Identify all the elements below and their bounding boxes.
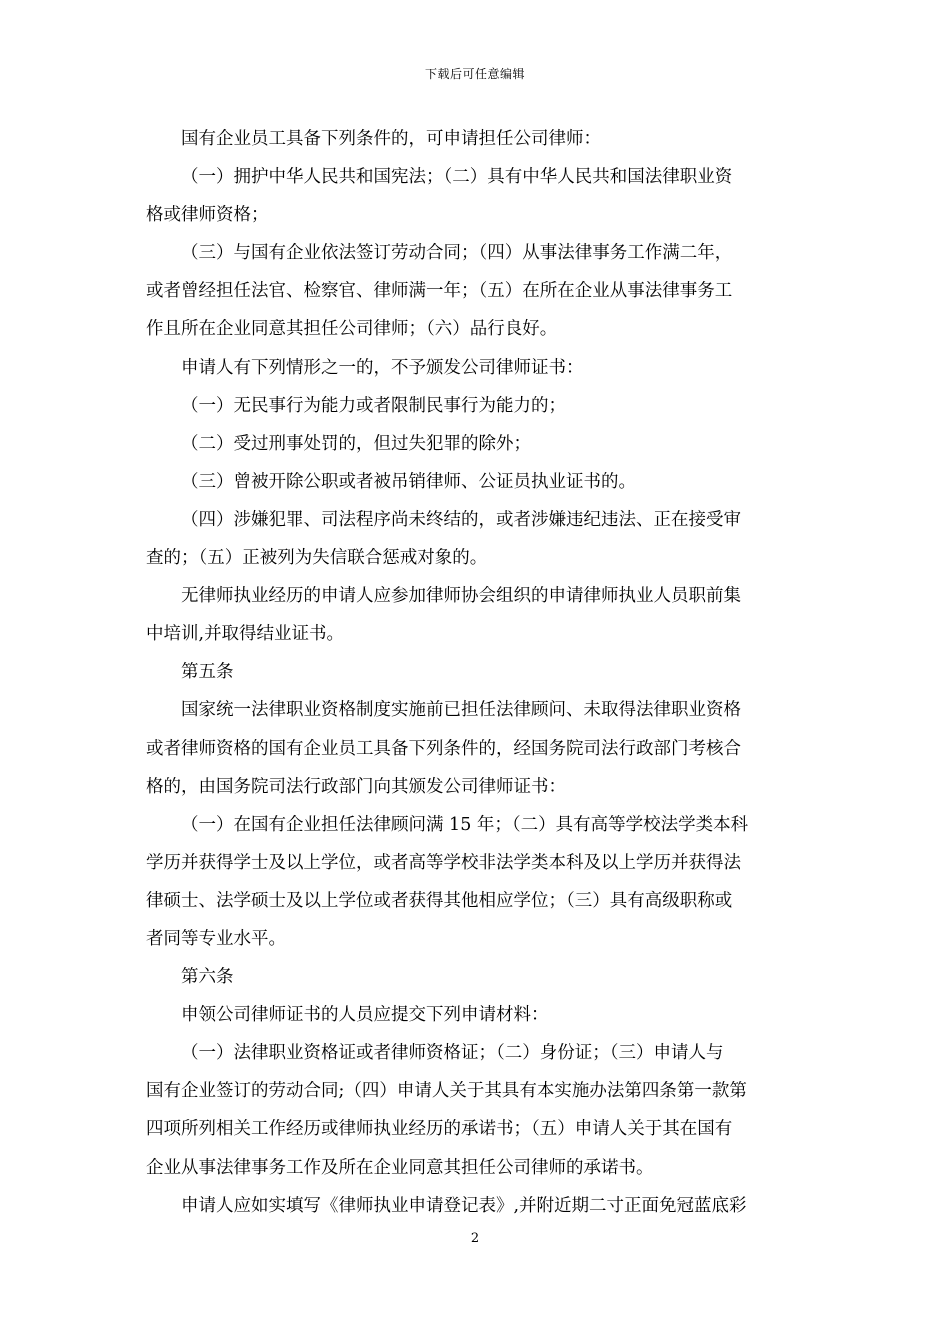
paragraph-line-14: 中培训,并取得结业证书。 [146, 624, 345, 645]
paragraph-line-16: 国家统一法律职业资格制度实施前已担任法律顾问、未取得法律职业资格 [181, 700, 741, 721]
paragraph-line-29: 申请人应如实填写《律师执业申请登记表》,并附近期二寸正面免冠蓝底彩 [181, 1195, 747, 1216]
paragraph-line-21: 律硕士、法学硕士及以上学位或者获得其他相应学位；（三）具有高级职称或 [146, 890, 733, 911]
paragraph-line-5: 或者曾经担任法官、检察官、律师满一年；（五）在所在企业从事法律事务工 [146, 281, 733, 302]
paragraph-line-27: 四项所列相关工作经历或律师执业经历的承诺书；（五）申请人关于其在国有 [146, 1119, 733, 1140]
paragraph-line-12: 查的；（五）正被列为失信联合惩戒对象的。 [146, 548, 488, 569]
paragraph-line-9: （二）受过刑事处罚的，但过失犯罪的除外； [181, 433, 531, 454]
paragraph-line-24: 申领公司律师证书的人员应提交下列申请材料： [181, 1005, 549, 1026]
paragraph-line-25: （一）法律职业资格证或者律师资格证；（二）身份证；（三）申请人与 [181, 1043, 724, 1064]
article-heading-5: 第五条 [181, 662, 234, 683]
paragraph-line-26: 国有企业签订的劳动合同;（四）申请人关于其具有本实施办法第四条第一款第 [146, 1081, 747, 1102]
article-heading-6: 第六条 [181, 967, 234, 988]
page-number: 2 [470, 1231, 480, 1246]
paragraph-line-2: （一）拥护中华人民共和国宪法；（二）具有中华人民共和国法律职业资 [181, 167, 733, 188]
paragraph-line-28: 企业从事法律事务工作及所在企业同意其担任公司律师的承诺书。 [146, 1157, 654, 1178]
document-body [146, 120, 808, 1225]
paragraph-line-17: 或者律师资格的国有企业员工具备下列条件的，经国务院司法行政部门考核合 [146, 738, 741, 759]
paragraph-line-8: （一）无民事行为能力或者限制民事行为能力的； [181, 395, 566, 416]
paragraph-line-6: 作且所在企业同意其担任公司律师；（六）品行良好。 [146, 319, 558, 340]
paragraph-line-13: 无律师执业经历的申请人应参加律师协会组织的申请律师执业人员职前集 [181, 586, 741, 607]
paragraph-line-10: （三）曾被开除公职或者被吊销律师、公证员执业证书的。 [181, 471, 636, 492]
paragraph-line-18: 格的，由国务院司法行政部门向其颁发公司律师证书： [146, 776, 566, 797]
paragraph-line-4: （三）与国有企业依法签订劳动合同；（四）从事法律事务工作满二年， [181, 243, 733, 264]
paragraph-line-20: 学历并获得学士及以上学位，或者高等学校非法学类本科及以上学历并获得法 [146, 852, 741, 873]
paragraph-line-11: （四）涉嫌犯罪、司法程序尚未终结的，或者涉嫌违纪违法、正在接受审 [181, 509, 741, 530]
paragraph-line-7: 申请人有下列情形之一的，不予颁发公司律师证书： [181, 357, 584, 378]
page-header: 下载后可任意编辑 [424, 67, 525, 81]
paragraph-line-1: 国有企业员工具备下列条件的，可申请担任公司律师： [181, 129, 601, 149]
paragraph-line-19: （一）在国有企业担任法律顾问满 15 年；（二）具有高等学校法学类本科 [181, 814, 749, 835]
paragraph-line-22: 者同等专业水平。 [146, 928, 286, 949]
paragraph-line-3: 格或律师资格； [146, 205, 269, 226]
